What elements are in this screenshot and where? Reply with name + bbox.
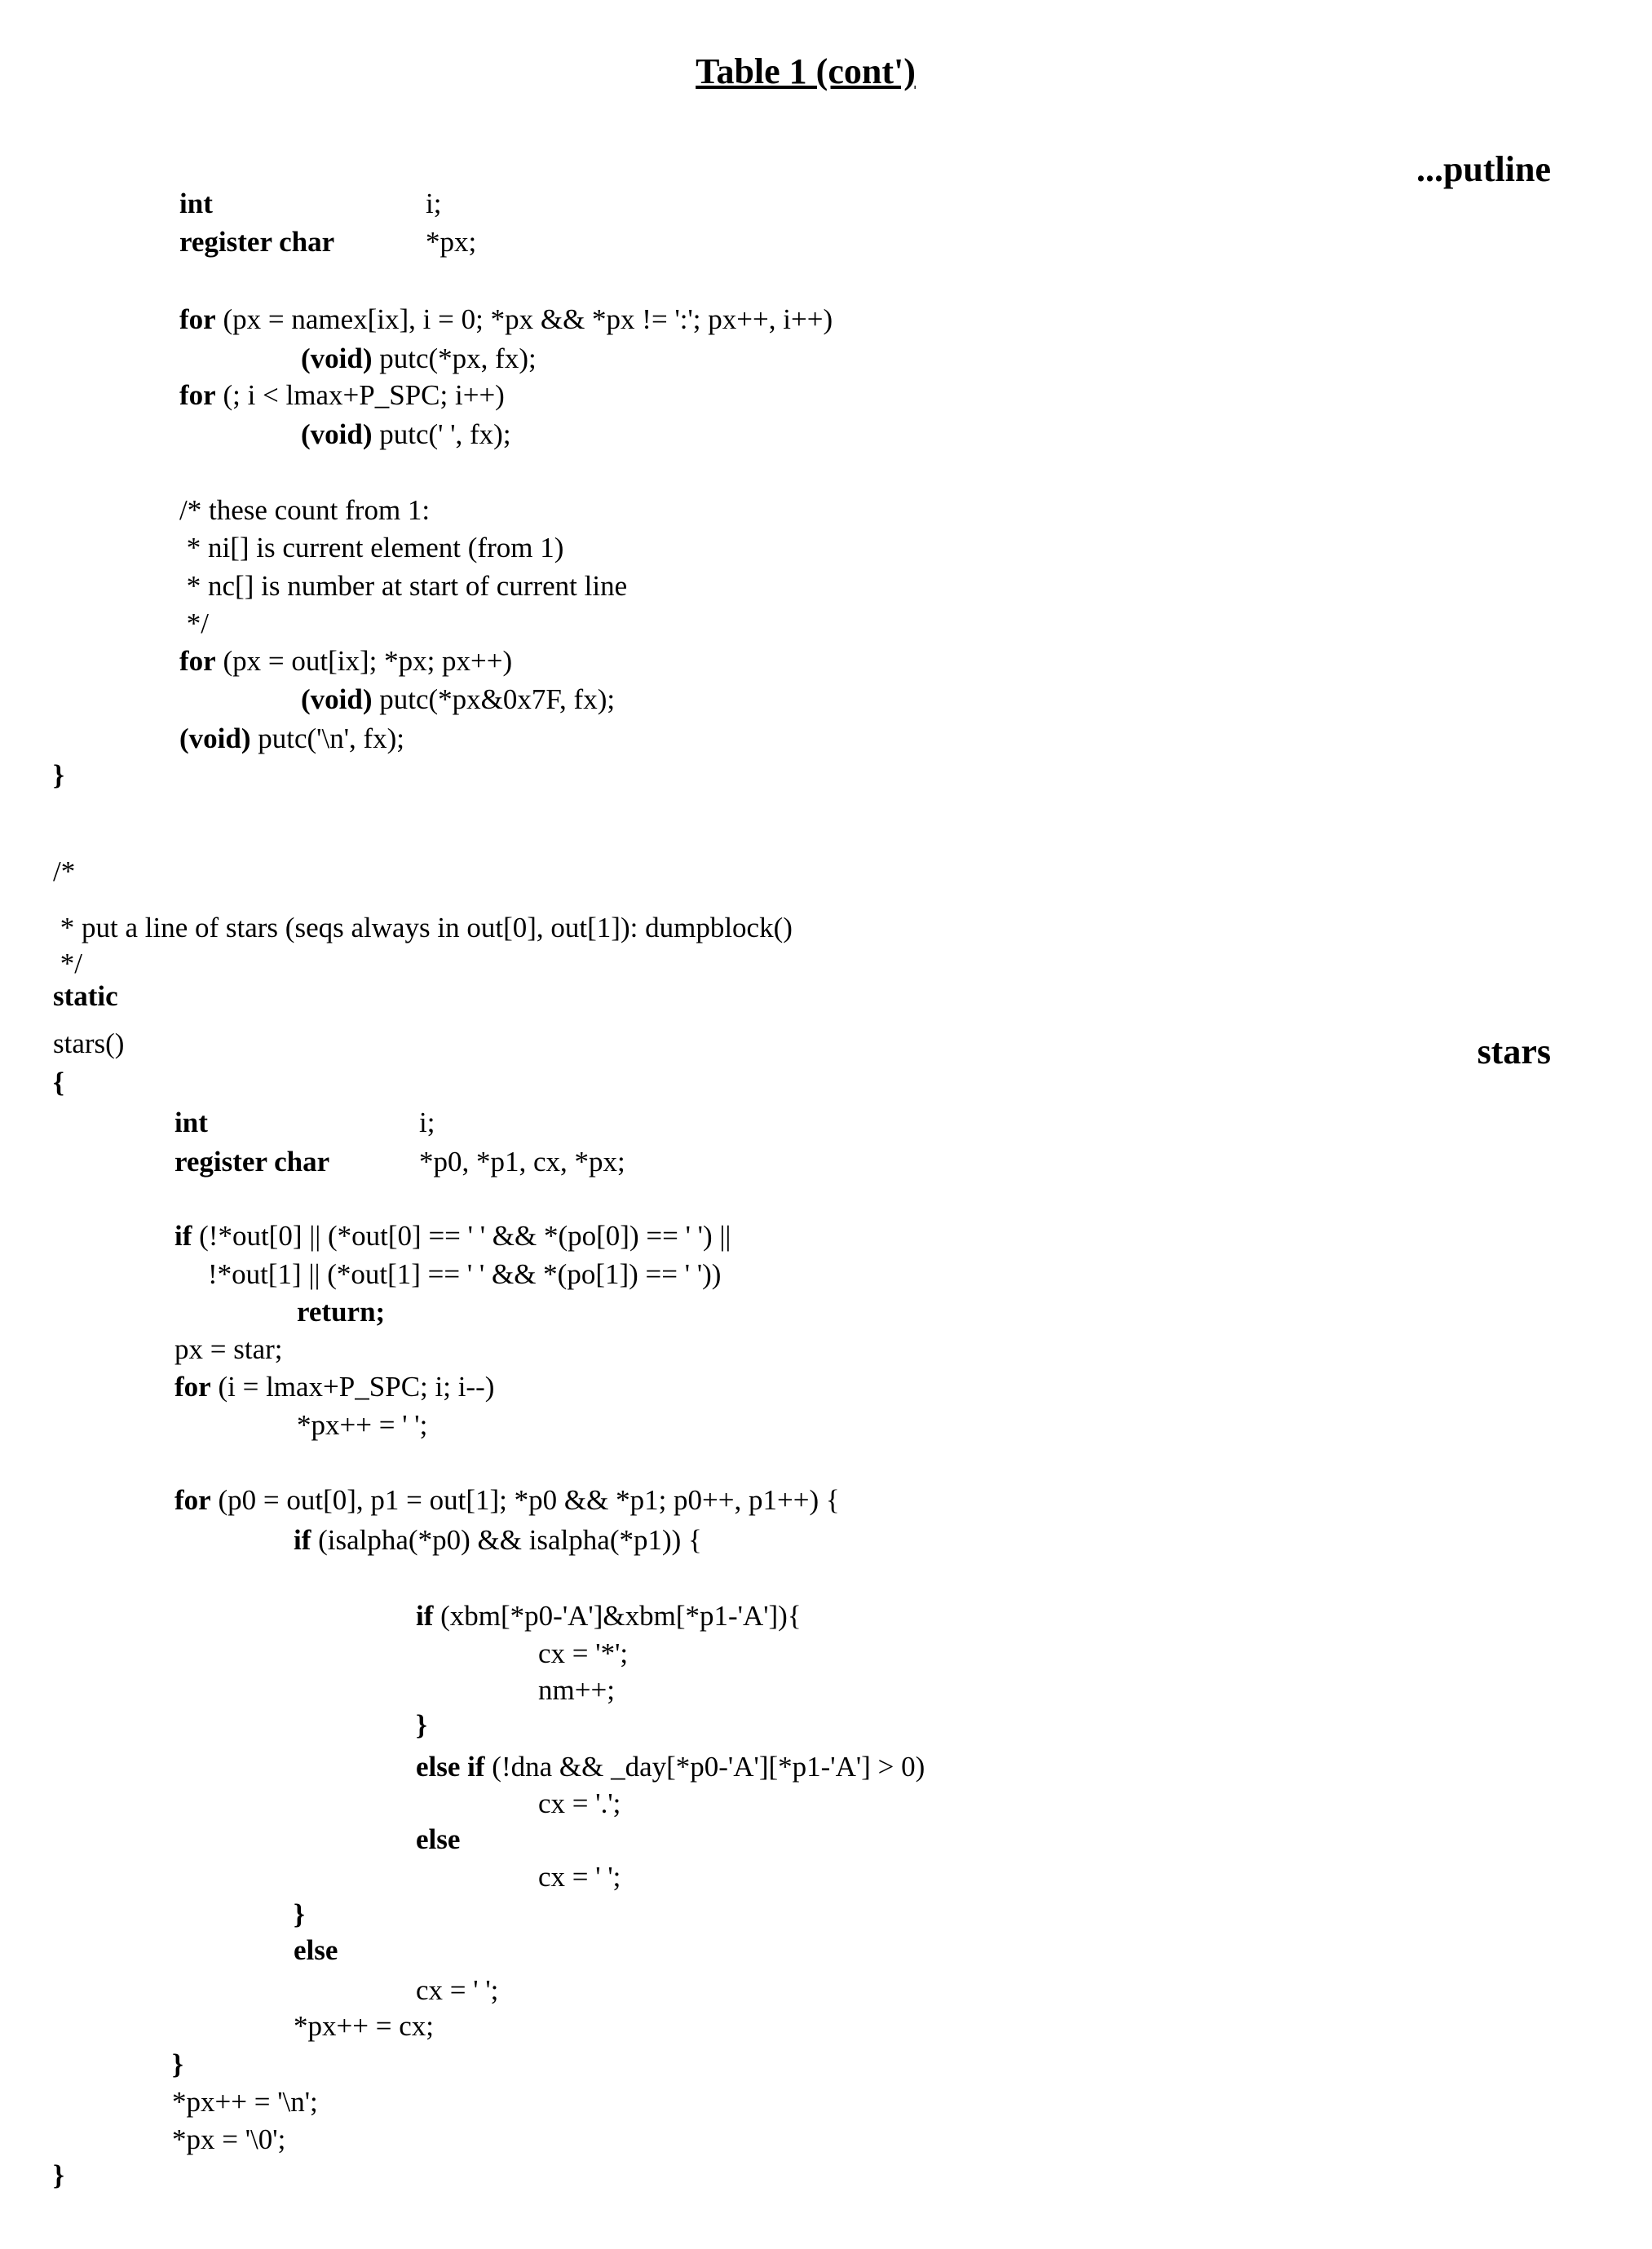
- code-declarator: i;: [426, 188, 441, 220]
- code-line: [179, 379, 505, 412]
- code-keyword: (void): [301, 418, 373, 450]
- code-line: [53, 855, 75, 888]
- code-text: px = star;: [174, 1333, 283, 1365]
- code-text: * ni[] is current element (from 1): [179, 532, 563, 563]
- code-keyword: else: [294, 1934, 338, 1966]
- code-text: *px = '\0';: [172, 2123, 285, 2155]
- code-line: [208, 1258, 721, 1291]
- code-line: [297, 1409, 427, 1442]
- code-keyword: {: [53, 1067, 64, 1098]
- code-text: * put a line of stars (seqs always in out[0], out[1]): dumpblock(): [53, 912, 793, 943]
- code-text: stars(): [53, 1027, 124, 1059]
- code-line: [53, 948, 82, 980]
- code-keyword: for: [179, 303, 216, 335]
- code-text: (p0 = out[0], p1 = out[1]; *p0 && *p1; p0++, p1++) {: [211, 1484, 840, 1516]
- code-text: /* these count from 1:: [179, 494, 430, 526]
- code-text: cx = ' ';: [416, 1974, 498, 2006]
- code-text: putc(*px, fx);: [373, 342, 537, 374]
- code-line: [538, 1787, 621, 1820]
- code-keyword: else: [416, 1823, 460, 1855]
- code-declarator: i;: [419, 1107, 435, 1139]
- function-label-stars: stars: [1478, 1031, 1551, 1072]
- code-keyword: return;: [297, 1296, 385, 1328]
- code-line: [174, 1484, 840, 1517]
- code-line: [416, 1823, 460, 1856]
- code-line: [174, 1146, 329, 1178]
- code-line: [53, 912, 793, 944]
- code-text: */: [53, 948, 82, 979]
- code-line: [53, 980, 118, 1013]
- code-text: !*out[1] || (*out[1] == ' ' && *(po[1]) == ' ')): [208, 1258, 721, 1290]
- code-line: [53, 2159, 64, 2192]
- code-line: [172, 2086, 318, 2119]
- code-line: [301, 683, 615, 716]
- code-line: [294, 1934, 338, 1967]
- code-keyword: for: [179, 379, 216, 411]
- code-keyword: for: [179, 645, 216, 677]
- code-text: /*: [53, 855, 75, 887]
- code-line: [179, 303, 833, 336]
- code-line: [174, 1220, 731, 1253]
- code-line: [416, 1709, 427, 1742]
- code-keyword: register char: [179, 226, 334, 258]
- code-declarator: *px;: [426, 226, 476, 258]
- code-line: [538, 1861, 621, 1893]
- code-keyword: (void): [179, 722, 251, 754]
- code-line: [416, 1600, 802, 1633]
- code-keyword: if: [416, 1600, 433, 1632]
- code-line: [179, 570, 627, 603]
- code-text: *px++ = cx;: [294, 2010, 434, 2042]
- code-keyword: }: [416, 1709, 427, 1741]
- code-line: [294, 2010, 434, 2043]
- code-keyword: }: [294, 1898, 305, 1930]
- code-declarator: *p0, *p1, cx, *px;: [419, 1146, 625, 1178]
- code-line: [297, 1296, 385, 1328]
- code-text: putc(' ', fx);: [373, 418, 511, 450]
- code-keyword: for: [174, 1484, 211, 1516]
- code-line: [179, 722, 404, 755]
- code-line: [53, 759, 64, 792]
- code-line: [174, 1107, 208, 1139]
- code-keyword: }: [172, 2048, 183, 2080]
- code-line: [179, 532, 563, 564]
- code-text: (i = lmax+P_SPC; i; i--): [211, 1371, 495, 1403]
- code-line: [179, 188, 213, 220]
- code-text: putc('\n', fx);: [251, 722, 405, 754]
- code-line: [172, 2123, 285, 2156]
- code-text: (!dna && _day[*p0-'A'][*p1-'A'] > 0): [485, 1751, 925, 1783]
- code-text: *px++ = ' ';: [297, 1409, 427, 1441]
- code-line: [172, 2048, 183, 2081]
- code-line: [179, 645, 512, 678]
- code-line: [294, 1898, 305, 1931]
- code-line: [294, 1524, 702, 1557]
- code-line: [301, 418, 511, 451]
- code-text: (; i < lmax+P_SPC; i++): [216, 379, 505, 411]
- code-line: [53, 1067, 64, 1099]
- code-line: [538, 1674, 615, 1707]
- code-text: (!*out[0] || (*out[0] == ' ' && *(po[0]) == ' ') ||: [192, 1220, 731, 1252]
- code-text: * nc[] is number at start of current line: [179, 570, 627, 602]
- code-keyword: }: [53, 759, 64, 791]
- code-text: nm++;: [538, 1674, 615, 1706]
- code-text: cx = ' ';: [538, 1861, 621, 1893]
- code-keyword: (void): [301, 342, 373, 374]
- code-keyword: register char: [174, 1146, 329, 1178]
- code-keyword: else if: [416, 1751, 485, 1783]
- code-keyword: }: [53, 2159, 64, 2191]
- page-title: Table 1 (cont'): [0, 51, 1611, 92]
- code-text: cx = '.';: [538, 1787, 621, 1819]
- code-keyword: static: [53, 980, 118, 1012]
- code-line: [174, 1371, 494, 1403]
- code-text: (isalpha(*p0) && isalpha(*p1)) {: [311, 1524, 701, 1556]
- code-keyword: int: [174, 1107, 208, 1138]
- code-line: [53, 1027, 124, 1060]
- code-text: (px = namex[ix], i = 0; *px && *px != ':'; px++, i++): [216, 303, 833, 335]
- code-text: cx = '*';: [538, 1637, 628, 1669]
- code-line: [416, 1751, 925, 1783]
- code-keyword: if: [294, 1524, 311, 1556]
- code-keyword: for: [174, 1371, 211, 1403]
- code-text: (px = out[ix]; *px; px++): [216, 645, 512, 677]
- code-keyword: if: [174, 1220, 192, 1252]
- code-line: [179, 494, 430, 527]
- code-line: [538, 1637, 628, 1670]
- code-line: [179, 608, 209, 640]
- code-line: [416, 1974, 498, 2007]
- function-label-putline: ...putline: [1416, 148, 1551, 190]
- code-text: */: [179, 608, 209, 639]
- code-keyword: int: [179, 188, 213, 219]
- code-line: [301, 342, 537, 375]
- code-text: putc(*px&0x7F, fx);: [373, 683, 616, 715]
- code-line: [179, 226, 334, 258]
- code-text: (xbm[*p0-'A']&xbm[*p1-'A']){: [433, 1600, 801, 1632]
- code-keyword: (void): [301, 683, 373, 715]
- code-text: *px++ = '\n';: [172, 2086, 318, 2118]
- code-line: [174, 1333, 283, 1366]
